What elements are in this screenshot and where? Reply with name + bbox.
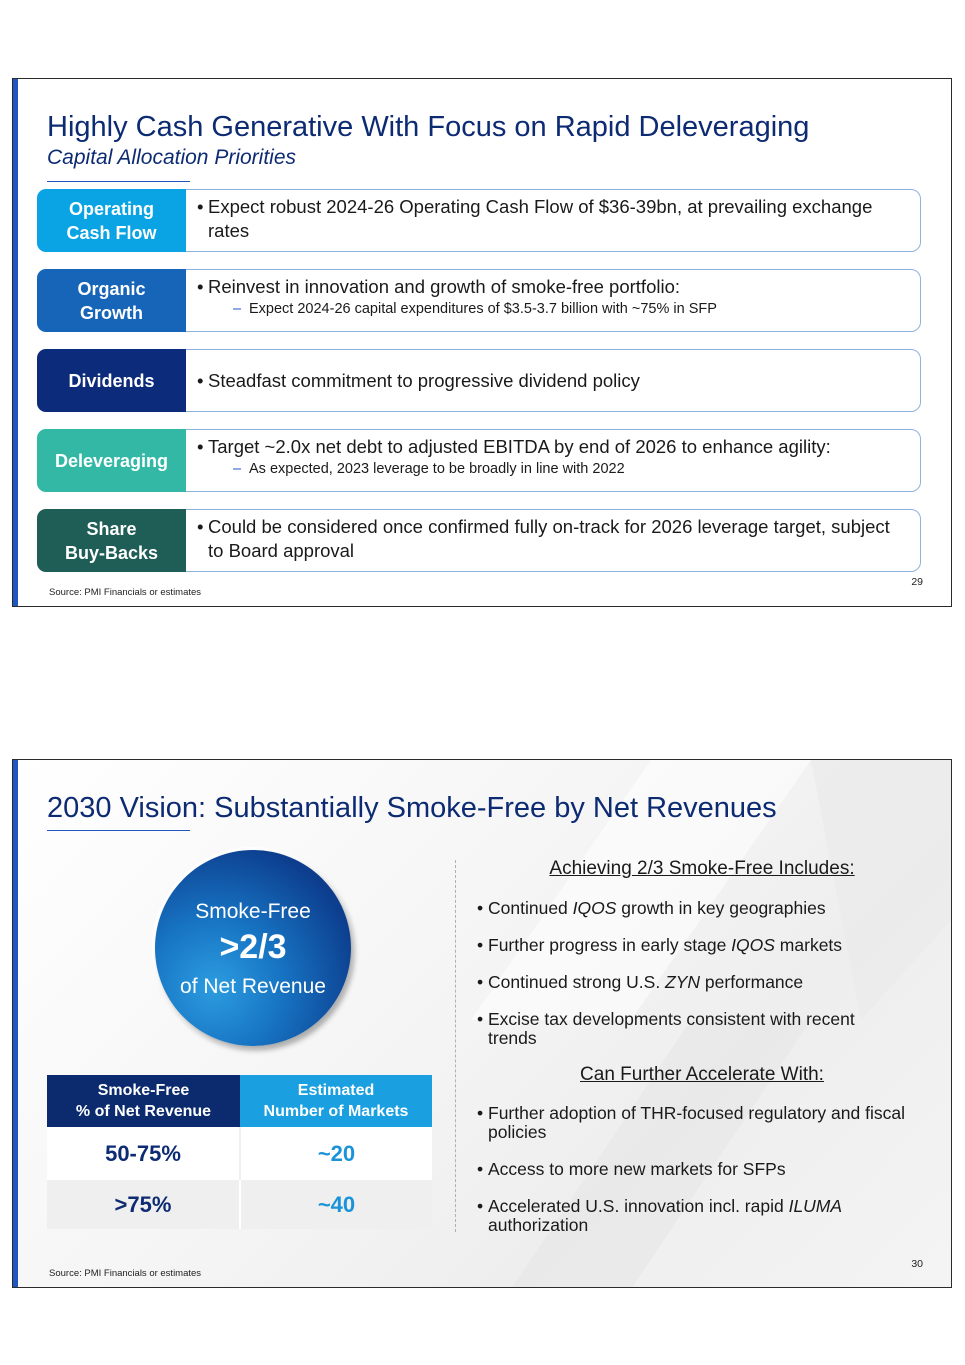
bullet-text: Target ~2.0x net debt to adjusted EBITDA by end of 2026 to enhance agility: xyxy=(208,436,831,457)
table-header-cell xyxy=(240,1075,432,1128)
column-divider xyxy=(455,860,456,1232)
table-header-row xyxy=(47,1075,432,1128)
priority-row-organic-growth xyxy=(37,269,921,332)
priority-text: • Reinvest in innovation and growth of smoke-free portfolio: – Expect 2024-26 capital expenditures of $3.5-3.7 billion with ~75% in SFP xyxy=(197,276,717,317)
label-line: Organic xyxy=(77,278,146,299)
bullet-emphasis: IQOS xyxy=(572,898,617,918)
source-note: Source: PMI Financials or estimates xyxy=(49,1268,202,1279)
list-item: • Further progress in early stage IQOS markets xyxy=(477,935,843,955)
bullet-text: Continued strong U.S. xyxy=(488,972,666,992)
table-header-cell xyxy=(47,1075,240,1128)
priority-row-share-buy-backs xyxy=(37,509,921,572)
slide-title: 2030 Vision: Substantially Smoke-Free by Net Revenues xyxy=(47,792,777,824)
bullet-text: markets xyxy=(774,935,843,955)
slide-title: Highly Cash Generative With Focus on Rapid Deleveraging xyxy=(47,111,810,143)
table-cell: ~20 xyxy=(240,1128,432,1179)
header-line: % of Net Revenue xyxy=(75,1103,212,1120)
list-item: • Excise tax developments consistent with recent trends xyxy=(477,1010,897,1048)
smoke-free-circle xyxy=(155,850,351,1046)
bullet-text: Access to more new markets for SFPs xyxy=(488,1159,786,1179)
slide-29 xyxy=(12,78,952,607)
label-line: Buy-Backs xyxy=(64,542,159,563)
priority-text: • Expect robust 2024-26 Operating Cash Flow of $36-39bn, at prevailing exchange rates xyxy=(197,195,907,243)
table-cell: 50-75% xyxy=(47,1128,240,1179)
bullet-emphasis: IQOS xyxy=(731,935,775,955)
section-heading: Can Further Accelerate With: xyxy=(580,1064,824,1085)
bullet-text: performance xyxy=(700,972,804,992)
label-line: Operating xyxy=(68,198,154,219)
header-line: Estimated xyxy=(297,1082,375,1099)
bullet-emphasis: ILUMA xyxy=(788,1196,843,1216)
bullet-text: Expect robust 2024-26 Operating Cash Flow of $36-39bn, at prevailing exchange rates xyxy=(208,196,873,241)
page-number: 30 xyxy=(911,1258,923,1270)
label-line: Dividends xyxy=(68,370,155,391)
bullet-text: authorization xyxy=(488,1215,589,1235)
header-line: Smoke-Free xyxy=(97,1082,190,1099)
list-item: • Continued strong U.S. ZYN performance xyxy=(477,972,804,992)
bullet-text: Further progress in early stage xyxy=(488,935,732,955)
priority-row-deleveraging xyxy=(37,429,921,492)
priority-label xyxy=(37,269,186,332)
priority-text: • Could be considered once confirmed fully on-track for 2026 leverage target, subject to Board approval xyxy=(197,515,907,563)
label-line: Cash Flow xyxy=(66,222,157,243)
title-underline xyxy=(47,830,190,831)
section-heading: Achieving 2/3 Smoke-Free Includes: xyxy=(549,858,855,879)
table-row xyxy=(47,1128,432,1179)
label-line: Deleveraging xyxy=(54,450,169,471)
markets-table xyxy=(47,1075,432,1229)
label-line: Share xyxy=(86,518,137,539)
slide-subtitle: Capital Allocation Priorities xyxy=(47,146,296,169)
bullet-emphasis: ZYN xyxy=(665,972,701,992)
priority-label xyxy=(37,349,186,412)
table-row xyxy=(47,1179,432,1229)
bullet-text: Excise tax developments consistent with recent trends xyxy=(488,1009,855,1048)
bullet-text: Steadfast commitment to progressive dividend policy xyxy=(208,370,640,391)
priority-row-operating-cash-flow xyxy=(37,189,921,252)
bullet-text: Accelerated U.S. innovation incl. rapid xyxy=(488,1196,789,1216)
priority-label xyxy=(37,189,186,252)
priority-text: • Steadfast commitment to progressive dividend policy xyxy=(197,370,640,391)
list-item: • Further adoption of THR-focused regulatory and fiscal policies xyxy=(477,1104,907,1142)
bullet-text: growth in key geographies xyxy=(616,898,826,918)
page-number: 29 xyxy=(911,576,923,588)
list-item: • Access to more new markets for SFPs xyxy=(477,1159,786,1179)
circle-caption: of Net Revenue xyxy=(180,975,326,998)
bullet-text: Continued xyxy=(488,898,573,918)
bullet-text: Could be considered once confirmed fully on-track for 2026 leverage target, subject to Board approval xyxy=(208,516,890,561)
header-line: Number of Markets xyxy=(263,1103,409,1120)
priority-text: • Target ~2.0x net debt to adjusted EBITDA by end of 2026 to enhance agility: – As expected, 2023 leverage to be broadly in line with 2022 xyxy=(197,436,831,477)
circle-value: >2/3 xyxy=(219,928,287,966)
label-line: Growth xyxy=(80,302,143,323)
slide-accent-bar xyxy=(13,760,18,1287)
priority-label xyxy=(37,509,186,572)
list-item: • Accelerated U.S. innovation incl. rapid ILUMA authorization xyxy=(477,1196,843,1235)
list-item: • Continued IQOS growth in key geographies xyxy=(477,898,826,918)
source-note: Source: PMI Financials or estimates xyxy=(49,587,202,598)
sub-bullet-text: Expect 2024-26 capital expenditures of $3.5-3.7 billion with ~75% in SFP xyxy=(249,301,717,317)
slide-30 xyxy=(12,759,952,1288)
title-underline xyxy=(47,181,190,182)
table-cell: ~40 xyxy=(240,1179,432,1229)
priority-label xyxy=(37,429,186,492)
bullet-text: Reinvest in innovation and growth of smoke-free portfolio: xyxy=(208,276,681,297)
priority-row-dividends xyxy=(37,349,921,412)
sub-bullet-text: As expected, 2023 leverage to be broadly in line with 2022 xyxy=(249,461,625,477)
circle-label: Smoke-Free xyxy=(195,900,311,923)
slide-accent-bar xyxy=(13,79,18,606)
bullet-text: Further adoption of THR-focused regulatory and fiscal policies xyxy=(488,1103,905,1142)
table-cell: >75% xyxy=(47,1179,240,1229)
